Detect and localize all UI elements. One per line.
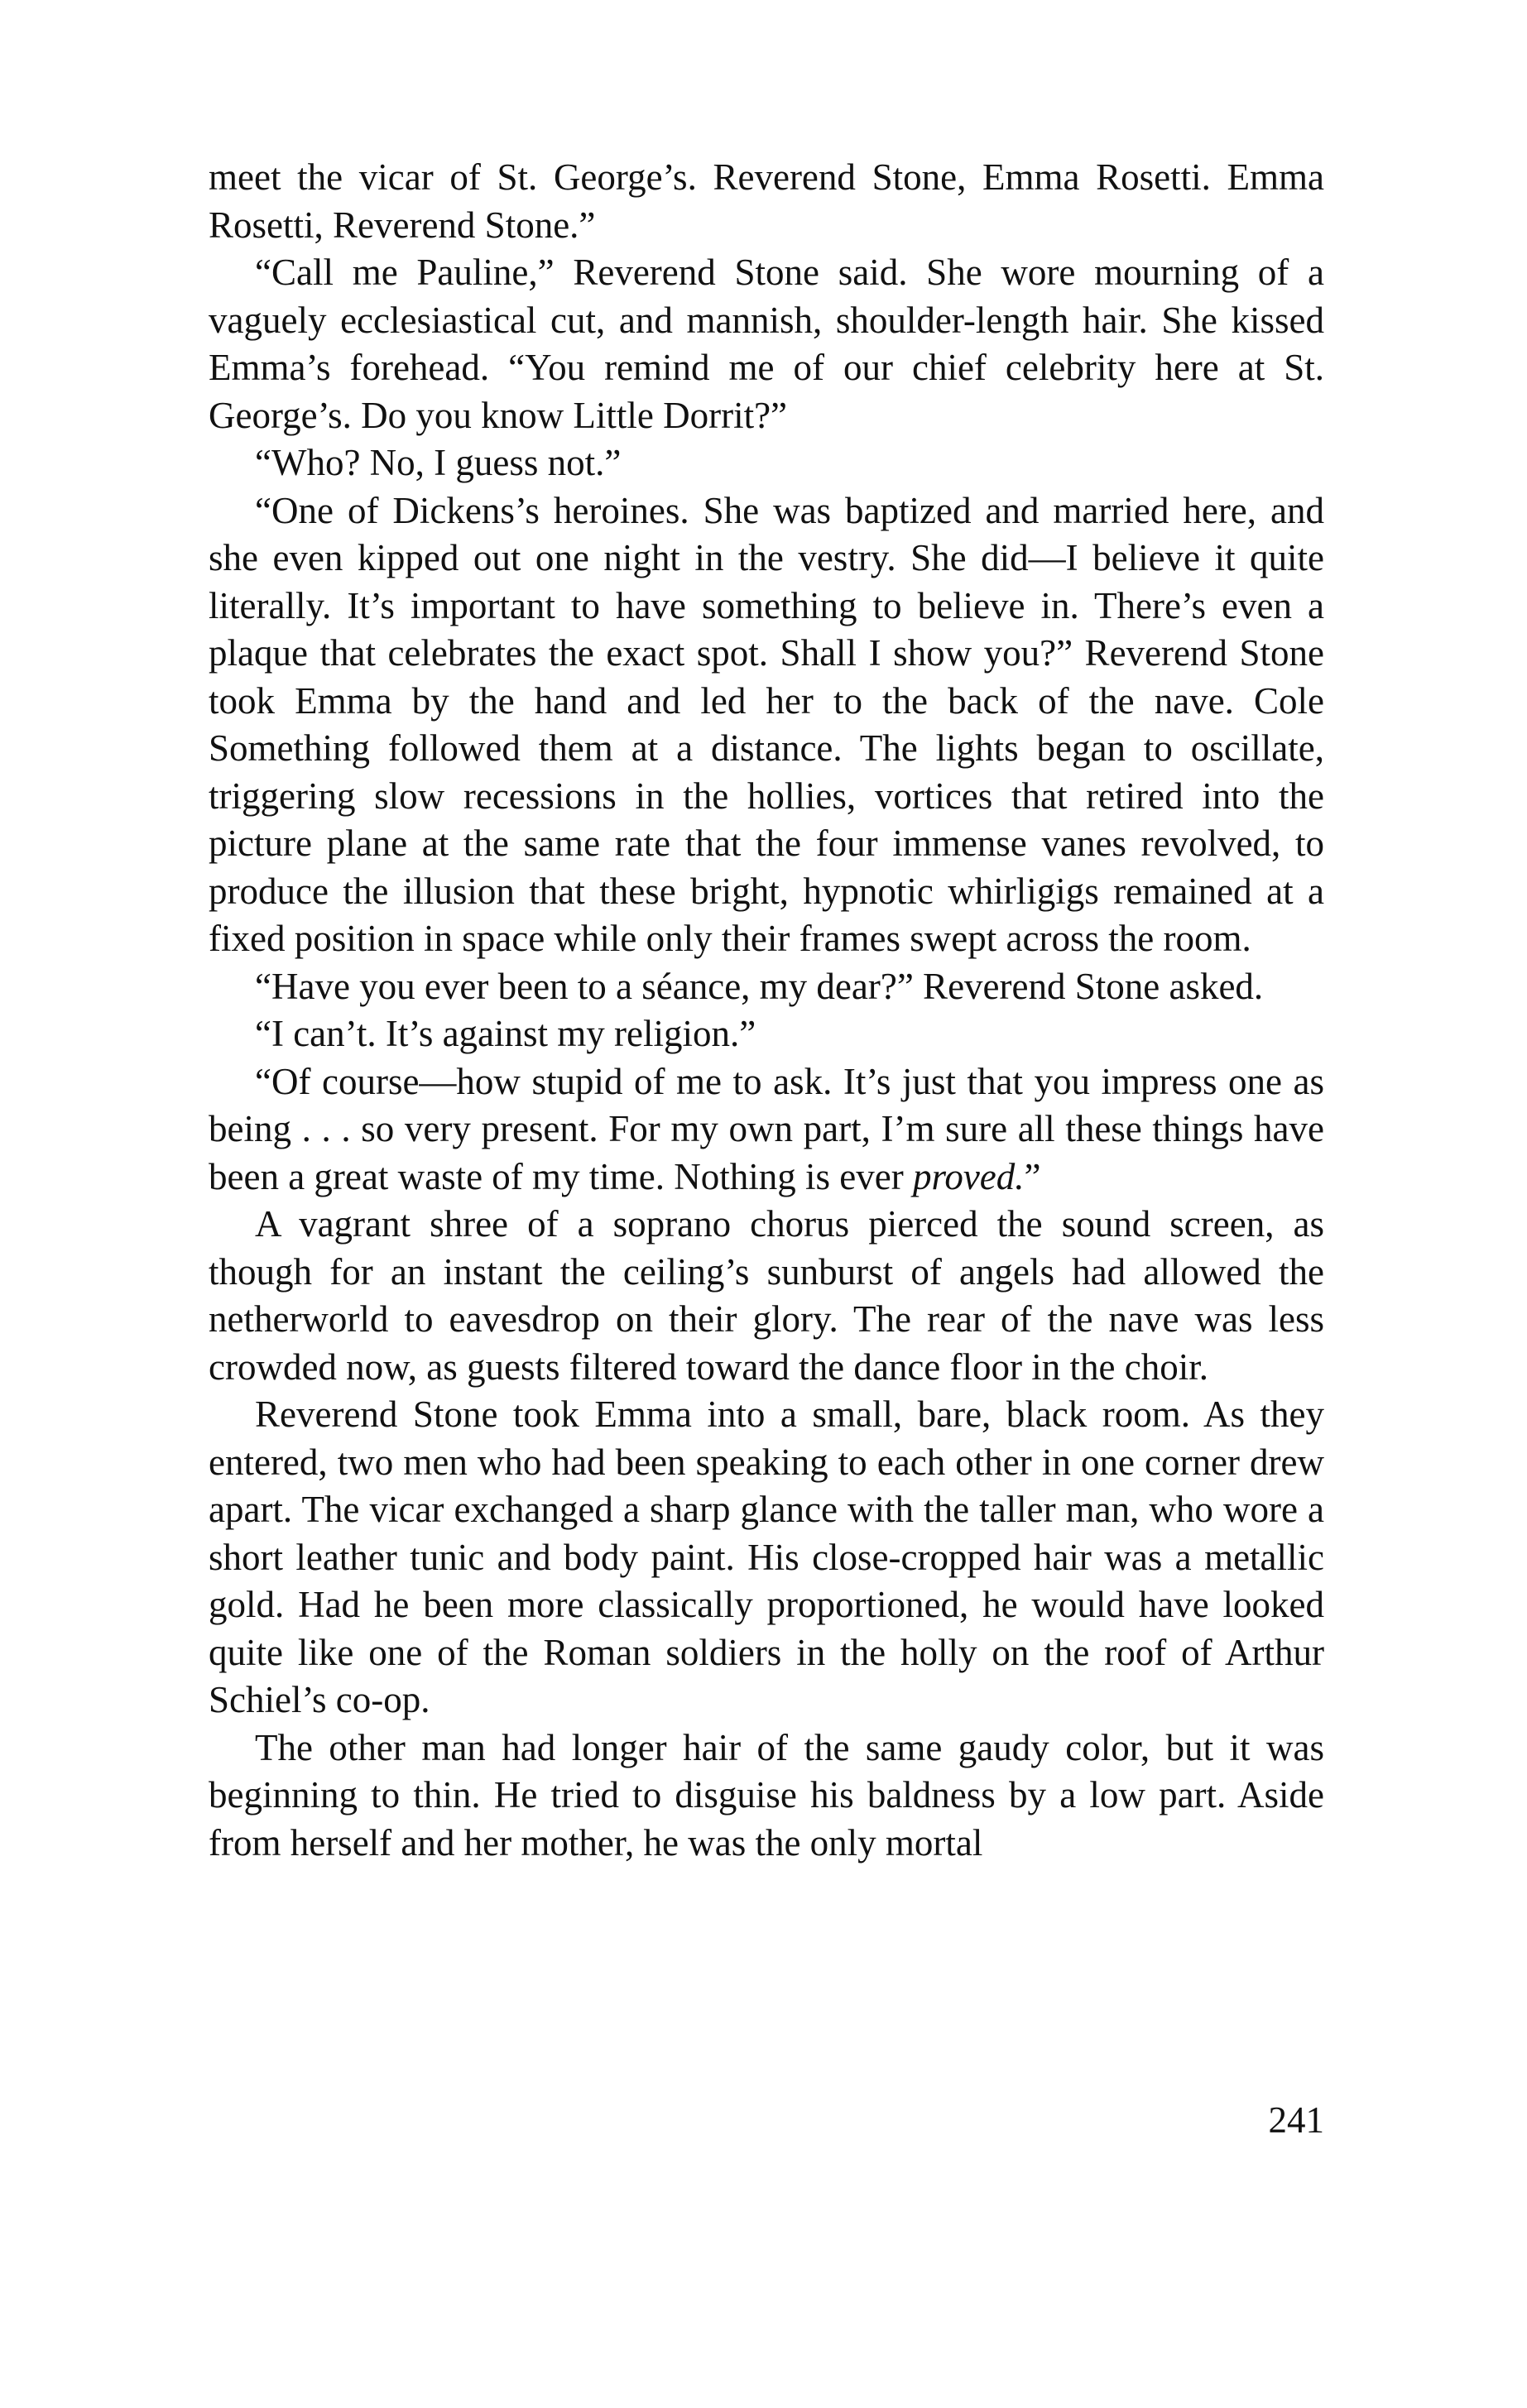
paragraph: “Call me Pauline,” Reverend Stone said. She wore mourning of a vaguely ecclesiastical cut, and mannish, shoulder-length hair. She kissed Emma’s forehead. “You remind me of our chief celebrity here at St. George’s. Do you know Little Dorrit?”	[209, 252, 1324, 436]
italic-word: proved.	[912, 1155, 1025, 1197]
paragraph: “I can’t. It’s against my religion.”	[255, 1013, 756, 1054]
paragraph: “Who? No, I guess not.”	[255, 442, 622, 483]
paragraph: Reverend Stone took Emma into a small, bare, black room. As they entered, two men who had been speaking to each other in one corner drew apart. The vicar exchanged a sharp glance with the taller man, who wore a short leather tunic and body paint. His close-cropped hair was a metallic gold. Had he been more classically proportioned, he would have looked quite like one of the Roman soldiers in the holly on the roof of Arthur Schiel’s co-op.	[209, 1393, 1324, 1720]
paragraph-with-italic	[209, 1058, 1324, 1202]
paragraph: meet the vicar of St. George’s. Reverend Stone, Emma Rosetti. Emma Rosetti, Reverend Stone.”	[209, 156, 1324, 246]
paragraph: A vagrant shree of a soprano chorus pierced the sound screen, as though for an instant the ceiling’s sunburst of angels had allowed the netherworld to eavesdrop on their glory. The rear of the nave was less crowded now, as guests filtered toward the dance floor in the choir.	[209, 1203, 1324, 1388]
closing-quote: ”	[1024, 1155, 1041, 1197]
page-number: 241	[1268, 2099, 1324, 2141]
paragraph: “Have you ever been to a séance, my dear?” Reverend Stone asked.	[255, 965, 1264, 1007]
body-text	[209, 154, 1324, 1867]
paragraph-text: “Of course—how stupid of me to ask. It’s just that you impress one as being . . . so very present. For my own part, I’m sure all these things have been a great waste of my time. Nothing is ever	[209, 1060, 1324, 1197]
paragraph: “One of Dickens’s heroines. She was baptized and married here, and she even kipped out one night in the vestry. She did—I believe it quite literally. It’s important to have something to believe in. There’s even a plaque that celebrates the exact spot. Shall I show you?” Reverend Stone took Emma by the hand and led her to the back of the nave. Cole Something followed them at a distance. The lights began to oscillate, triggering slow recessions in the hollies, vortices that retired into the picture plane at the same rate that the four immense vanes revolved, to produce the illusion that these bright, hypnotic whirligigs remained at a fixed position in space while only their frames swept across the room.	[209, 489, 1324, 959]
paragraph: The other man had longer hair of the same gaudy color, but it was beginning to thin. He tried to disguise his baldness by a low part. Aside from herself and her mother, he was the only mortal	[209, 1726, 1324, 1864]
